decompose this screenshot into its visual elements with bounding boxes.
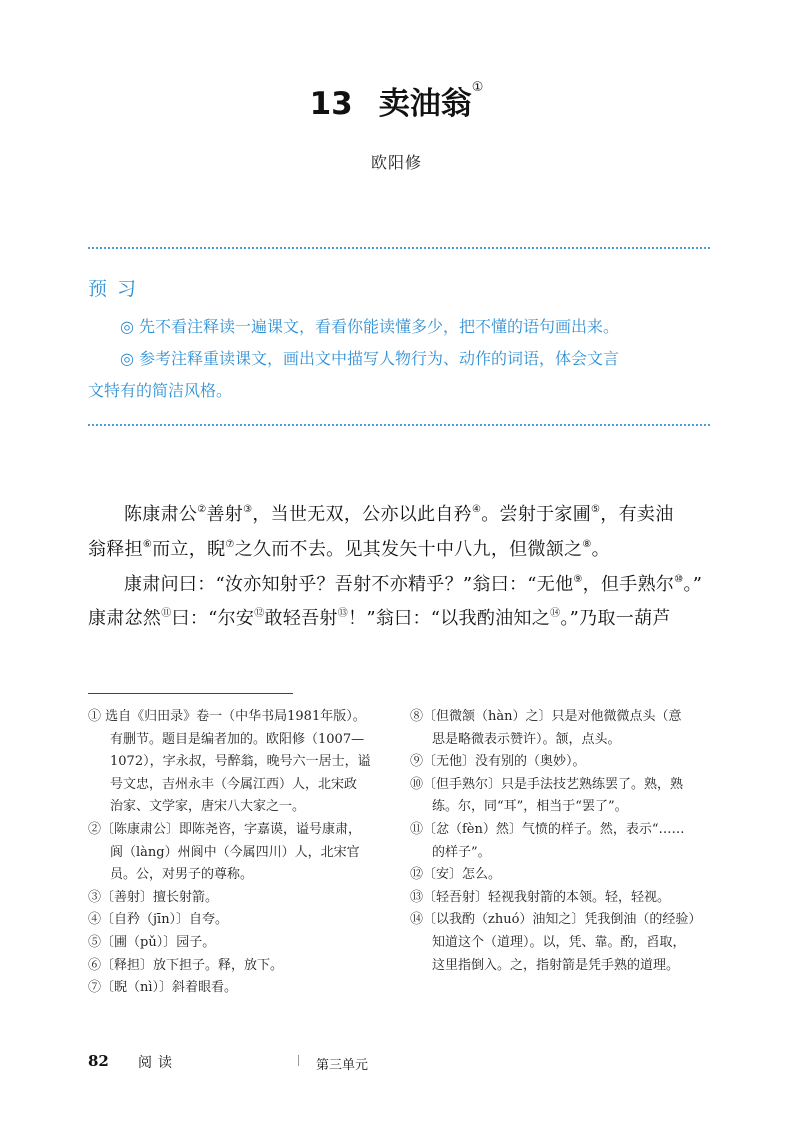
- text-seg: 陈康肃公: [124, 504, 198, 525]
- footnote-line: 思是略微表示赞许）。颔，点头。: [432, 731, 621, 747]
- divider-top: [88, 247, 710, 249]
- note-ref: ⑧: [582, 539, 592, 550]
- text-line-4: [88, 604, 671, 630]
- footnote-item: [410, 887, 710, 910]
- note-ref: ⑩: [674, 574, 684, 585]
- note-ref: ⑥: [142, 539, 153, 550]
- note-ref: ⑤: [591, 504, 601, 515]
- note-ref: ⑦: [225, 539, 235, 550]
- footnote-line: ⑪〔忿（fèn）然〕气愤的样子。然，表示“……: [410, 821, 685, 837]
- text-seg: 而立，睨: [152, 539, 226, 560]
- footnote-item: [88, 909, 388, 932]
- footnote-item: [410, 909, 710, 977]
- note-ref: ⑬: [337, 608, 349, 619]
- text-seg: 。”: [683, 574, 703, 595]
- note-ref: ⑨: [573, 574, 583, 585]
- footnote-line: 有删节。题目是编者加的。欧阳修（1007—: [110, 731, 365, 747]
- footnote-line: ⑫〔安〕怎么。: [410, 867, 502, 883]
- footnote-item: [88, 819, 388, 887]
- footnote-line: 的样子”。: [432, 844, 491, 860]
- text-seg: 。”乃取一葫芦: [560, 608, 671, 629]
- preview-item-1-text: ◎ 先不看注释读一遍课文，看看你能读懂多少，把不懂的语句画出来。: [120, 317, 620, 336]
- footnote-item: [88, 932, 388, 955]
- text-line-1: [124, 500, 674, 526]
- note-ref: ⑪: [161, 608, 172, 619]
- footnote-item: [88, 706, 388, 819]
- text-seg: 之久而不去。见其发矢十中八九，但微颔之: [234, 539, 583, 560]
- text-seg: ，当世无双，公亦以此自矜: [252, 504, 472, 525]
- text-line-2: [88, 535, 610, 561]
- footnote-line: 阆（làng）州阆中（今属四川）人，北宋官: [110, 844, 360, 860]
- footnote-line: ⑨〔无他〕没有别的（奥妙）。: [410, 754, 586, 770]
- footnote-item: [410, 864, 710, 887]
- footnote-line: 知道这个（道理）。以，凭、靠。酌，舀取，: [432, 934, 686, 950]
- footnote-line: 1072），字永叔，号醉翁，晚号六一居士，谥: [110, 754, 371, 770]
- footnote-line: 员。公，对男子的尊称。: [110, 867, 254, 883]
- footnote-line: 这里指倒入。之，指射箭是凭手熟的道理。: [432, 957, 680, 973]
- text-seg: ，但手熟尔: [582, 574, 675, 595]
- footnote-item: [410, 774, 710, 819]
- note-ref: ⑭: [550, 608, 561, 619]
- footnote-rule: [88, 693, 293, 694]
- note-ref: ⑫: [254, 608, 265, 619]
- note-ref: ②: [197, 504, 207, 515]
- text-seg: 康肃问曰：“汝亦知射乎？吾射不亦精乎？”翁曰：“无他: [124, 574, 574, 595]
- divider-bottom: [88, 424, 710, 426]
- footnotes-right: [410, 706, 710, 977]
- preview-item-2: [88, 343, 710, 407]
- footnote-line: ⑥〔释担〕放下担子。释，放下。: [88, 957, 284, 973]
- preview-item-1: [88, 311, 710, 343]
- text-seg: 善射: [206, 504, 244, 525]
- footnote-item: [88, 955, 388, 978]
- lesson-title: [0, 78, 793, 123]
- footnote-marker: ①: [471, 80, 484, 95]
- author: 欧阳修: [370, 153, 422, 172]
- text-seg: ！”翁曰：“以我酌油知之: [348, 608, 551, 629]
- text-seg: 康肃忿然: [88, 608, 162, 629]
- footnote-item: [410, 706, 710, 751]
- footnote-item: [410, 751, 710, 774]
- footnote-item: [88, 977, 388, 1000]
- unit-label: 第三单元: [316, 1058, 369, 1073]
- footnote-line: ②〔陈康肃公〕即陈尧咨，字嘉谟，谥号康肃，: [88, 821, 362, 837]
- footnote-line: ⑭〔以我酌（zhuó）油知之〕凭我倒油（的经验）: [410, 912, 702, 928]
- text-seg: 敢轻吾射: [264, 608, 338, 629]
- footnotes-left: [88, 706, 388, 1000]
- text-line-3: [124, 570, 702, 596]
- footnote-line: ④〔自矜（jīn）〕自夸。: [88, 912, 229, 928]
- preview-item-2-line2: 文特有的简洁风格。: [88, 381, 233, 400]
- footnote-item: [88, 887, 388, 910]
- footnote-item: [410, 819, 710, 864]
- text-seg: 。: [591, 539, 610, 560]
- text-seg: 曰：“尔安: [171, 608, 255, 629]
- note-ref: ③: [243, 504, 253, 515]
- note-ref: ④: [471, 504, 482, 515]
- lesson-title-text: 卖油翁: [378, 86, 472, 122]
- text-seg: 翁释担: [88, 539, 143, 560]
- footer-separator: [298, 1055, 299, 1066]
- text-seg: ，有卖油: [600, 504, 674, 525]
- footnote-line: 治家、文学家，唐宋八大家之一。: [110, 799, 306, 815]
- preview-item-2-line1: ◎ 参考注释重读课文，画出文中描写人物行为、动作的词语，体会文言: [120, 349, 620, 368]
- page-number: 82: [88, 1052, 109, 1070]
- section-label: 阅读: [138, 1055, 178, 1071]
- text-seg: 。尝射于家圃: [481, 504, 592, 525]
- footnote-line: ⑦〔睨（nì）〕斜着眼看。: [88, 980, 238, 996]
- lesson-number: 13: [309, 86, 353, 122]
- footnote-line: ① 选自《归田录》卷一（中华书局1981年版）。: [88, 709, 366, 724]
- footnote-line: 号文忠，吉州永丰（今属江西）人，北宋政: [110, 776, 358, 792]
- footnote-line: 练。尔，同“耳”，相当于“罢了”。: [432, 799, 628, 815]
- footnote-line: ⑧〔但微颔（hàn）之〕只是对他微微点头（意: [410, 709, 682, 724]
- footnote-line: ③〔善射〕擅长射箭。: [88, 889, 219, 905]
- footnote-line: ⑬〔轻吾射〕轻视我射箭的本领。轻，轻视。: [410, 889, 671, 905]
- footnote-line: ⑤〔圃（pǔ）〕园子。: [88, 934, 216, 950]
- footnote-line: ⑩〔但手熟尔〕只是手法技艺熟练罢了。熟，熟: [410, 776, 684, 792]
- preview-heading: 预习: [88, 278, 147, 300]
